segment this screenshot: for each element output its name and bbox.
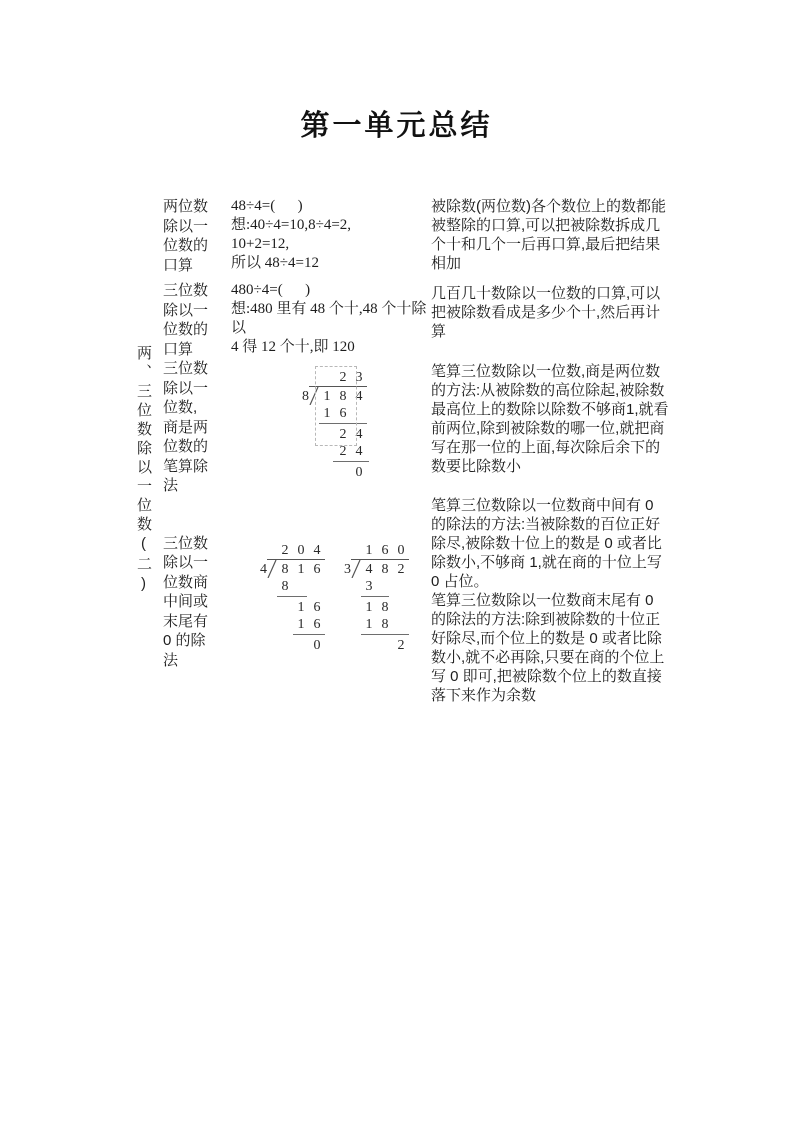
row-label: 三位数除以一位数,商是两位数的笔算除法 [163, 360, 209, 494]
division-work-row [361, 616, 409, 633]
digit: 4 [355, 427, 363, 442]
subtraction-line [319, 423, 367, 424]
table-row-quotient-with-zero [163, 496, 671, 705]
division-remainder-row [361, 637, 409, 654]
digit: 8 [281, 561, 289, 577]
table-row-oral-two-digit [163, 197, 671, 281]
example-cell [231, 359, 431, 481]
digit: 6 [339, 406, 347, 421]
division-bracket-icon [351, 560, 361, 578]
division-remainder-row [277, 637, 325, 654]
row-label: 三位数除以一位数商中间或末尾有 0 的除法 [163, 534, 209, 669]
explanation-paragraph: 笔算三位数除以一位数商中间有 0 的除法的方法:当被除数的百位正好除尽,被除数十位上的数是 0 或者比除数小,不够商 1,就在商的十位上写 0 占位。 [431, 496, 662, 590]
equation-line: 想:480 里有 48 个十,48 个十除以 [231, 301, 427, 336]
equation-line: 想:40÷4=10,8÷4=2, [231, 217, 352, 233]
digit: 1 [323, 406, 331, 421]
long-division-816-by-4 [257, 542, 325, 654]
example-cell [231, 281, 431, 357]
division-remainder-row [319, 464, 431, 481]
explanation-cell [431, 496, 671, 705]
digit: 8 [381, 561, 389, 577]
digit: 3 [365, 578, 373, 594]
digit: 0 [313, 637, 321, 653]
table-row-written-division [163, 359, 671, 496]
digit: 6 [381, 542, 389, 558]
subtraction-line [361, 634, 409, 635]
division-work-row [277, 578, 325, 595]
digit: 0 [397, 542, 405, 558]
equation-line: 所以 48÷4=12 [231, 255, 319, 271]
example-cell [231, 496, 431, 654]
digit: 4 [355, 389, 363, 404]
page-title: 第一单元总结 [300, 110, 493, 142]
digit: 8 [381, 599, 389, 615]
digit: 1 [365, 599, 373, 615]
unit-summary-table [115, 197, 671, 705]
table-rows [163, 197, 671, 705]
division-quotient [277, 542, 325, 559]
example-cell [231, 197, 431, 273]
unit-header-vertical-text: 两、三位数除以一位数(二) [135, 345, 152, 596]
digit: 1 [297, 616, 305, 632]
digit: 1 [323, 389, 331, 404]
subtraction-line [361, 596, 389, 597]
digit: 8 [281, 578, 289, 594]
division-divisor: 3 [344, 561, 351, 577]
row-label: 三位数除以一位数的口算 [163, 282, 209, 358]
explanation-paragraph: 笔算三位数除以一位数商末尾有 0 的除法的方法:除到被除数的十位正好除尽,而个位上的数是 0 或者比除数小,就不必再除,只要在商的个位上写 0 即可,把被除数个位上的数直接落下来作为余数 [431, 591, 665, 704]
division-quotient [361, 542, 409, 559]
table-row-oral-three-digit [163, 281, 671, 359]
digit: 2 [397, 561, 405, 577]
digit: 1 [297, 599, 305, 615]
explanation-cell: 笔算三位数除以一位数,商是两位数的方法:从被除数的高位除起,被除数最高位上的数除以除数不够商1,就看前两位,除到被除数的哪一位,就把商写在那一位的上面,每次除后余下的数要比除数小 [431, 363, 669, 475]
long-division-184-by-8 [299, 369, 431, 481]
equation-line: 48÷4=( ) [231, 198, 303, 214]
digit: 0 [355, 465, 363, 480]
digit: 4 [313, 542, 321, 558]
division-work-row [361, 599, 409, 616]
digit: 2 [339, 427, 347, 442]
digit: 1 [365, 616, 373, 632]
digit: 2 [281, 542, 289, 558]
explanation-cell: 几百几十数除以一位数的口算,可以把被除数看成是多少个十,然后再计算 [431, 285, 661, 340]
digit: 6 [313, 616, 321, 632]
digit: 6 [313, 561, 321, 577]
digit: 4 [355, 444, 363, 459]
digit: 4 [365, 561, 373, 577]
row-label: 两位数除以一位数的口算 [163, 198, 209, 274]
division-bracket-icon [267, 560, 277, 578]
digit: 1 [365, 542, 373, 558]
digit: 0 [297, 542, 305, 558]
division-dividend-row [257, 559, 325, 578]
long-division-482-by-3 [341, 542, 409, 654]
division-divisor: 4 [260, 561, 267, 577]
digit: 8 [381, 616, 389, 632]
division-work-row [277, 599, 325, 616]
division-work-row [319, 405, 431, 422]
digit: 2 [397, 637, 405, 653]
digit: 3 [355, 370, 363, 385]
subtraction-line [277, 596, 307, 597]
unit-header-column [115, 197, 163, 705]
division-work-row [361, 578, 409, 595]
digit: 6 [313, 599, 321, 615]
division-work-row [319, 443, 431, 460]
division-dividend-row [299, 386, 431, 405]
digit: 8 [339, 389, 347, 404]
digit: 2 [339, 444, 347, 459]
division-quotient [319, 369, 431, 386]
digit: 2 [339, 370, 347, 385]
equation-line: 10+2=12, [231, 236, 290, 252]
division-work-row [277, 616, 325, 633]
subtraction-line [293, 634, 325, 635]
division-dividend-row [341, 559, 409, 578]
subtraction-line [333, 461, 369, 462]
digit: 1 [297, 561, 305, 577]
equation-line: 480÷4=( ) [231, 282, 311, 298]
division-divisor: 8 [302, 389, 309, 404]
division-bracket-icon [309, 387, 319, 405]
equation-line: 4 得 12 个十,即 120 [231, 339, 355, 355]
explanation-cell: 被除数(两位数)各个数位上的数都能被整除的口算,可以把被除数拆成几个十和几个一后再口算,最后把结果相加 [431, 198, 666, 272]
division-work-row [319, 426, 431, 443]
